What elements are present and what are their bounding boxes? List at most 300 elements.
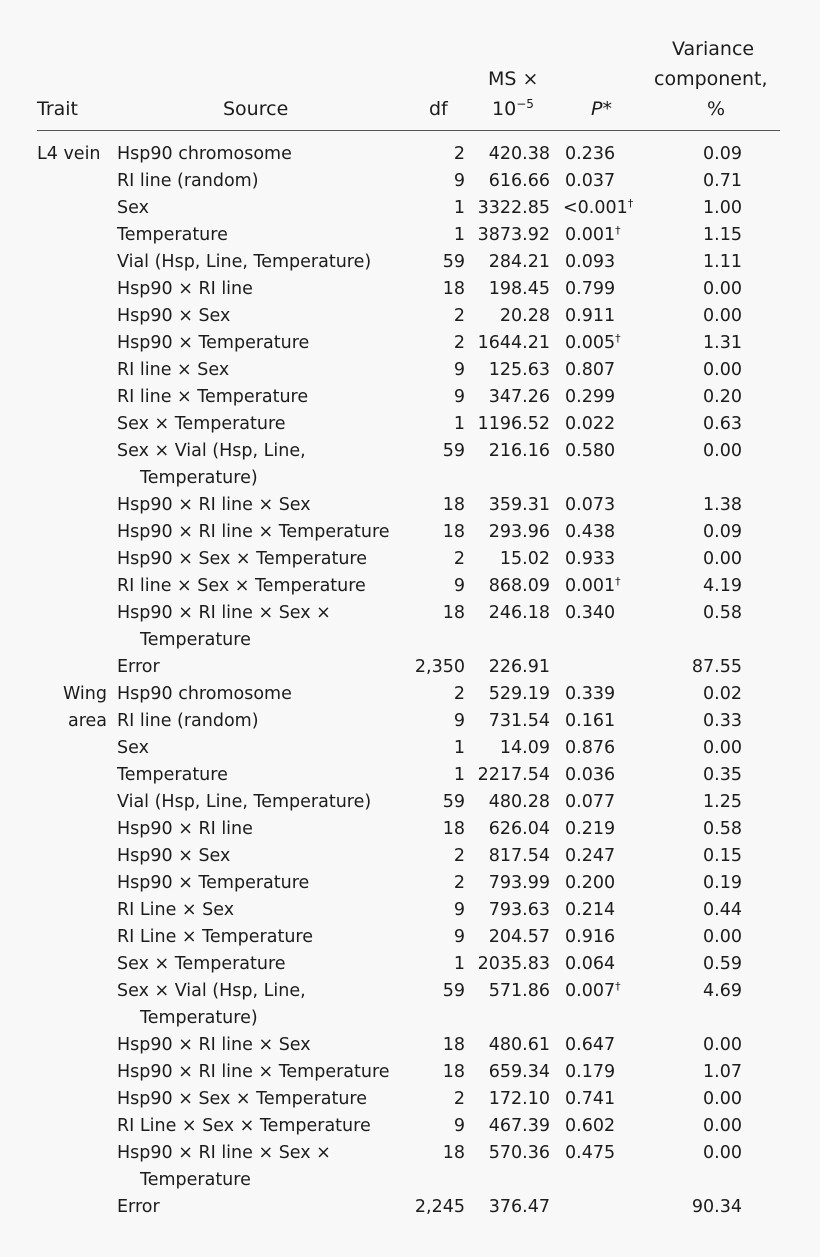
- table-row: [0, 1059, 820, 1086]
- ms-cell: 1196.52: [477, 414, 550, 434]
- p-value: 0.022: [565, 414, 616, 434]
- ms-cell: 14.09: [499, 738, 550, 758]
- source-line: RI line × Temperature: [117, 387, 309, 407]
- trait-label: area: [67, 711, 107, 731]
- source-line: Error: [117, 657, 160, 677]
- source-line: Hsp90 × RI line × Sex ×: [117, 1143, 331, 1163]
- df-cell: 2,350: [414, 657, 465, 677]
- df-cell: 2: [453, 873, 465, 893]
- p-value: 0.876: [565, 738, 616, 758]
- significance-mark: †: [627, 197, 634, 210]
- p-value: 0.340: [565, 603, 616, 623]
- source-line: Hsp90 × Temperature: [117, 333, 310, 353]
- source-cell: [117, 411, 286, 438]
- table-row: [0, 978, 820, 1032]
- ms-cell: 172.10: [488, 1089, 550, 1109]
- variance-cell: 1.38: [703, 495, 742, 515]
- p-value: 0.073: [565, 495, 616, 515]
- df-cell: 18: [442, 603, 465, 623]
- variance-cell: 1.25: [703, 792, 742, 812]
- p-cell: [565, 708, 655, 735]
- source-cell: [117, 600, 331, 654]
- table-row: [0, 870, 820, 897]
- p-cell: [565, 276, 655, 303]
- p-value: 0.247: [565, 846, 616, 866]
- source-cell: [117, 816, 253, 843]
- source-cell: [117, 438, 306, 492]
- source-cell: [117, 195, 149, 222]
- df-cell: 59: [442, 252, 465, 272]
- p-value: 0.001: [565, 576, 616, 596]
- variance-cell: 0.09: [703, 522, 742, 542]
- p-cell: [565, 735, 655, 762]
- source-cell: [117, 843, 230, 870]
- p-cell: [565, 330, 655, 357]
- source-line: RI line × Sex × Temperature: [117, 576, 366, 596]
- df-cell: 59: [442, 441, 465, 461]
- table-row: [0, 708, 820, 735]
- source-cell: [117, 573, 366, 600]
- source-line: Hsp90 × RI line × Temperature: [117, 522, 390, 542]
- source-cell: [117, 1059, 390, 1086]
- variance-cell: 0.00: [703, 927, 742, 947]
- table-row: [0, 276, 820, 303]
- p-cell: [565, 816, 655, 843]
- header-p: P*: [591, 98, 612, 120]
- p-value: <0.001: [563, 198, 628, 218]
- variance-cell: 0.00: [703, 441, 742, 461]
- ms-cell: 868.09: [488, 576, 550, 596]
- ms-cell: 347.26: [488, 387, 550, 407]
- table-row: [0, 1194, 820, 1221]
- header-ms-line1: MS ×: [488, 68, 539, 90]
- df-cell: 18: [442, 522, 465, 542]
- variance-cell: 0.00: [703, 1035, 742, 1055]
- ms-cell: 480.28: [488, 792, 550, 812]
- df-cell: 9: [453, 171, 465, 191]
- ms-cell: 198.45: [488, 279, 550, 299]
- df-cell: 9: [453, 576, 465, 596]
- p-value: 0.911: [565, 306, 616, 326]
- trait-label: L4 vein: [37, 144, 101, 164]
- source-line: Temperature: [140, 1170, 251, 1190]
- variance-cell: 0.19: [703, 873, 742, 893]
- p-cell: [565, 357, 655, 384]
- source-line: Vial (Hsp, Line, Temperature): [117, 252, 372, 272]
- df-cell: 18: [442, 279, 465, 299]
- variance-cell: 0.00: [703, 360, 742, 380]
- table-body: [0, 141, 820, 1221]
- p-value: 0.799: [565, 279, 616, 299]
- p-value: 0.064: [565, 954, 616, 974]
- source-line: Hsp90 × RI line × Temperature: [117, 1062, 390, 1082]
- p-value: 0.161: [565, 711, 616, 731]
- ms-cell: 420.38: [488, 144, 550, 164]
- variance-cell: 0.02: [703, 684, 742, 704]
- df-cell: 1: [453, 225, 465, 245]
- trait-label: Wing: [63, 684, 107, 704]
- table-row: [0, 519, 820, 546]
- source-line: Temperature: [117, 765, 228, 785]
- p-value: 0.916: [565, 927, 616, 947]
- source-line: Hsp90 × Sex × Temperature: [117, 549, 368, 569]
- p-value: 0.647: [565, 1035, 616, 1055]
- table-row: [0, 951, 820, 978]
- variance-cell: 0.00: [703, 279, 742, 299]
- source-line: Hsp90 chromosome: [117, 144, 292, 164]
- header-vc-line3: %: [707, 98, 726, 120]
- p-cell: [565, 573, 655, 600]
- p-cell: [565, 303, 655, 330]
- p-cell: [565, 1113, 655, 1140]
- source-line: Temperature): [140, 468, 258, 488]
- source-cell: [117, 897, 234, 924]
- variance-cell: 1.00: [703, 198, 742, 218]
- df-cell: 1: [453, 198, 465, 218]
- source-line: Hsp90 × RI line × Sex ×: [117, 603, 331, 623]
- df-cell: 59: [442, 981, 465, 1001]
- table-row: [0, 141, 820, 168]
- p-value: 0.299: [565, 387, 616, 407]
- source-line: Temperature: [140, 630, 251, 650]
- ms-cell: 529.19: [488, 684, 550, 704]
- p-value: 0.037: [565, 171, 616, 191]
- variance-cell: 0.00: [703, 1116, 742, 1136]
- p-value: 0.602: [565, 1116, 616, 1136]
- p-cell: [565, 492, 655, 519]
- p-cell: [565, 681, 655, 708]
- df-cell: 2: [453, 144, 465, 164]
- source-cell: [117, 222, 228, 249]
- ms-cell: 293.96: [488, 522, 550, 542]
- p-cell: [565, 168, 655, 195]
- variance-cell: 0.15: [703, 846, 742, 866]
- ms-cell: 376.47: [488, 1197, 550, 1217]
- ms-cell: 659.34: [488, 1062, 550, 1082]
- p-cell: [565, 762, 655, 789]
- variance-cell: 0.63: [703, 414, 742, 434]
- source-line: Temperature: [117, 225, 228, 245]
- p-cell: [565, 897, 655, 924]
- p-value: 0.580: [565, 441, 616, 461]
- source-cell: [117, 492, 311, 519]
- source-line: RI Line × Sex: [117, 900, 235, 920]
- df-cell: 18: [442, 819, 465, 839]
- p-cell: [565, 1032, 655, 1059]
- table-row: [0, 168, 820, 195]
- source-cell: [117, 330, 309, 357]
- significance-mark: †: [615, 224, 621, 237]
- source-cell: [117, 249, 371, 276]
- source-cell: [117, 789, 371, 816]
- df-cell: 18: [442, 495, 465, 515]
- source-line: RI line (random): [117, 171, 259, 191]
- p-value: 0.214: [565, 900, 616, 920]
- source-line: Sex × Vial (Hsp, Line,: [117, 441, 306, 461]
- p-value: 0.036: [565, 765, 616, 785]
- header-df: df: [429, 98, 448, 120]
- source-line: Hsp90 × Temperature: [117, 873, 310, 893]
- table-row: [0, 330, 820, 357]
- variance-cell: 0.00: [703, 306, 742, 326]
- ms-cell: 226.91: [488, 657, 550, 677]
- table-row: [0, 492, 820, 519]
- table-row: [0, 762, 820, 789]
- source-line: Sex × Temperature: [117, 954, 286, 974]
- p-cell: [565, 141, 655, 168]
- variance-cell: 0.00: [703, 1143, 742, 1163]
- table-row: [0, 222, 820, 249]
- source-line: RI line (random): [117, 711, 259, 731]
- p-cell: [565, 1086, 655, 1113]
- source-cell: [117, 357, 229, 384]
- source-cell: [117, 519, 390, 546]
- header-source: Source: [223, 98, 289, 120]
- p-cell: [565, 600, 655, 627]
- variance-cell: 1.07: [703, 1062, 742, 1082]
- table-row: [0, 384, 820, 411]
- variance-cell: 1.11: [703, 252, 742, 272]
- p-cell: [563, 195, 653, 222]
- variance-cell: 0.59: [703, 954, 742, 974]
- header-ms-base: 10: [492, 98, 517, 120]
- source-line: Sex × Temperature: [117, 414, 286, 434]
- ms-cell: 284.21: [488, 252, 550, 272]
- variance-cell: 1.31: [703, 333, 742, 353]
- p-value: 0.219: [565, 819, 616, 839]
- variance-cell: 0.09: [703, 144, 742, 164]
- source-cell: [117, 546, 367, 573]
- ms-cell: 616.66: [488, 171, 550, 191]
- variance-cell: 0.58: [703, 819, 742, 839]
- variance-cell: 90.34: [691, 1197, 742, 1217]
- ms-cell: 2217.54: [477, 765, 550, 785]
- ms-cell: 3873.92: [477, 225, 550, 245]
- source-cell: [117, 1086, 367, 1113]
- p-value: 0.179: [565, 1062, 616, 1082]
- source-line: Hsp90 × RI line × Sex: [117, 495, 311, 515]
- source-line: Hsp90 × RI line: [117, 279, 253, 299]
- source-line: RI line × Sex: [117, 360, 230, 380]
- ms-cell: 793.99: [488, 873, 550, 893]
- table-row: [0, 573, 820, 600]
- source-line: Sex × Vial (Hsp, Line,: [117, 981, 306, 1001]
- source-cell: [117, 303, 230, 330]
- ms-cell: 2035.83: [477, 954, 550, 974]
- variance-cell: 4.19: [703, 576, 742, 596]
- source-cell: [117, 384, 308, 411]
- table-row: [0, 789, 820, 816]
- p-cell: [565, 438, 655, 465]
- table-row: [0, 357, 820, 384]
- ms-cell: 359.31: [488, 495, 550, 515]
- p-value: 0.077: [565, 792, 616, 812]
- p-cell: [565, 870, 655, 897]
- source-line: Sex: [117, 198, 149, 218]
- df-cell: 1: [453, 765, 465, 785]
- source-line: RI Line × Temperature: [117, 927, 313, 947]
- header-trait: Trait: [37, 98, 78, 120]
- p-value: 0.236: [565, 144, 616, 164]
- source-cell: [117, 924, 313, 951]
- ms-cell: 817.54: [488, 846, 550, 866]
- df-cell: 2: [453, 549, 465, 569]
- ms-cell: 793.63: [488, 900, 550, 920]
- df-cell: 18: [442, 1143, 465, 1163]
- ms-cell: 246.18: [488, 603, 550, 623]
- p-cell: [565, 1140, 655, 1167]
- ms-cell: 1644.21: [477, 333, 550, 353]
- source-cell: [117, 708, 259, 735]
- variance-cell: 0.58: [703, 603, 742, 623]
- table-row: [0, 1086, 820, 1113]
- table-row: [0, 816, 820, 843]
- source-cell: [117, 951, 286, 978]
- table-row: [0, 681, 820, 708]
- df-cell: 2: [453, 306, 465, 326]
- p-value: 0.093: [565, 252, 616, 272]
- df-cell: 18: [442, 1062, 465, 1082]
- p-value: 0.200: [565, 873, 616, 893]
- source-line: Hsp90 × RI line: [117, 819, 253, 839]
- variance-cell: 87.55: [691, 657, 742, 677]
- p-cell: [565, 978, 655, 1005]
- df-cell: 18: [442, 1035, 465, 1055]
- table-row: [0, 600, 820, 654]
- p-cell: [565, 1059, 655, 1086]
- p-value: 0.741: [565, 1089, 616, 1109]
- df-cell: 1: [453, 738, 465, 758]
- table-row: [0, 1032, 820, 1059]
- p-value: 0.007: [565, 981, 616, 1001]
- source-cell: [117, 1140, 331, 1194]
- p-cell: [565, 924, 655, 951]
- ms-cell: 570.36: [488, 1143, 550, 1163]
- ms-cell: 731.54: [488, 711, 550, 731]
- ms-cell: 20.28: [499, 306, 550, 326]
- source-cell: [117, 141, 292, 168]
- df-cell: 2: [453, 333, 465, 353]
- df-cell: 9: [453, 387, 465, 407]
- p-cell: [565, 222, 655, 249]
- p-value: 0.438: [565, 522, 616, 542]
- ms-cell: 626.04: [488, 819, 550, 839]
- source-cell: [117, 276, 253, 303]
- table-row: [0, 195, 820, 222]
- df-cell: 1: [453, 414, 465, 434]
- header-ms-exponent: −5: [516, 97, 534, 111]
- p-value: 0.807: [565, 360, 616, 380]
- ms-cell: 480.61: [488, 1035, 550, 1055]
- p-value: 0.001: [565, 225, 616, 245]
- df-cell: 9: [453, 360, 465, 380]
- df-cell: 2: [453, 684, 465, 704]
- source-cell: [117, 681, 292, 708]
- header-vc-line1: Variance: [672, 38, 755, 60]
- p-cell: [565, 843, 655, 870]
- source-cell: [117, 762, 228, 789]
- header-vc-line2: component,: [654, 68, 768, 90]
- table-row: [0, 411, 820, 438]
- ms-cell: 571.86: [488, 981, 550, 1001]
- p-value: 0.339: [565, 684, 616, 704]
- p-value: 0.005: [565, 333, 616, 353]
- table-row: [0, 1113, 820, 1140]
- df-cell: 59: [442, 792, 465, 812]
- table-row: [0, 897, 820, 924]
- source-cell: [117, 1113, 371, 1140]
- variance-cell: 0.71: [703, 171, 742, 191]
- variance-cell: 0.44: [703, 900, 742, 920]
- p-cell: [565, 546, 655, 573]
- source-cell: [117, 654, 160, 681]
- df-cell: 9: [453, 927, 465, 947]
- source-cell: [117, 1194, 160, 1221]
- variance-cell: 0.00: [703, 738, 742, 758]
- table-row: [0, 1140, 820, 1194]
- df-cell: 9: [453, 900, 465, 920]
- source-line: Error: [117, 1197, 160, 1217]
- df-cell: 9: [453, 1116, 465, 1136]
- source-line: Hsp90 × Sex: [117, 846, 231, 866]
- significance-mark: †: [615, 332, 621, 345]
- p-cell: [565, 519, 655, 546]
- variance-cell: 0.20: [703, 387, 742, 407]
- source-line: Hsp90 × Sex × Temperature: [117, 1089, 368, 1109]
- significance-mark: †: [615, 575, 621, 588]
- table-row: [0, 438, 820, 492]
- source-cell: [117, 1032, 311, 1059]
- source-line: Hsp90 × Sex: [117, 306, 231, 326]
- table-row: [0, 654, 820, 681]
- source-line: Vial (Hsp, Line, Temperature): [117, 792, 372, 812]
- table-row: [0, 546, 820, 573]
- variance-cell: 0.33: [703, 711, 742, 731]
- table-row: [0, 843, 820, 870]
- df-cell: 2: [453, 1089, 465, 1109]
- source-line: Hsp90 chromosome: [117, 684, 292, 704]
- source-cell: [117, 168, 259, 195]
- variance-cell: 4.69: [703, 981, 742, 1001]
- table-row: [0, 924, 820, 951]
- source-cell: [117, 870, 309, 897]
- variance-cell: 1.15: [703, 225, 742, 245]
- p-cell: [565, 789, 655, 816]
- source-line: RI Line × Sex × Temperature: [117, 1116, 371, 1136]
- df-cell: 2: [453, 846, 465, 866]
- source-line: Sex: [117, 738, 149, 758]
- significance-mark: †: [615, 980, 621, 993]
- header-rule: [37, 130, 780, 131]
- p-cell: [565, 249, 655, 276]
- p-value: 0.475: [565, 1143, 616, 1163]
- source-line: Temperature): [140, 1008, 258, 1028]
- ms-cell: 216.16: [488, 441, 550, 461]
- variance-cell: 0.00: [703, 1089, 742, 1109]
- p-cell: [565, 411, 655, 438]
- df-cell: 1: [453, 954, 465, 974]
- df-cell: 2,245: [414, 1197, 465, 1217]
- ms-cell: 204.57: [488, 927, 550, 947]
- p-cell: [565, 384, 655, 411]
- p-cell: [565, 951, 655, 978]
- ms-cell: 125.63: [488, 360, 550, 380]
- table-row: [0, 735, 820, 762]
- df-cell: 9: [453, 711, 465, 731]
- header-ms-line2: [492, 98, 534, 120]
- source-cell: [117, 978, 306, 1032]
- source-line: Hsp90 × RI line × Sex: [117, 1035, 311, 1055]
